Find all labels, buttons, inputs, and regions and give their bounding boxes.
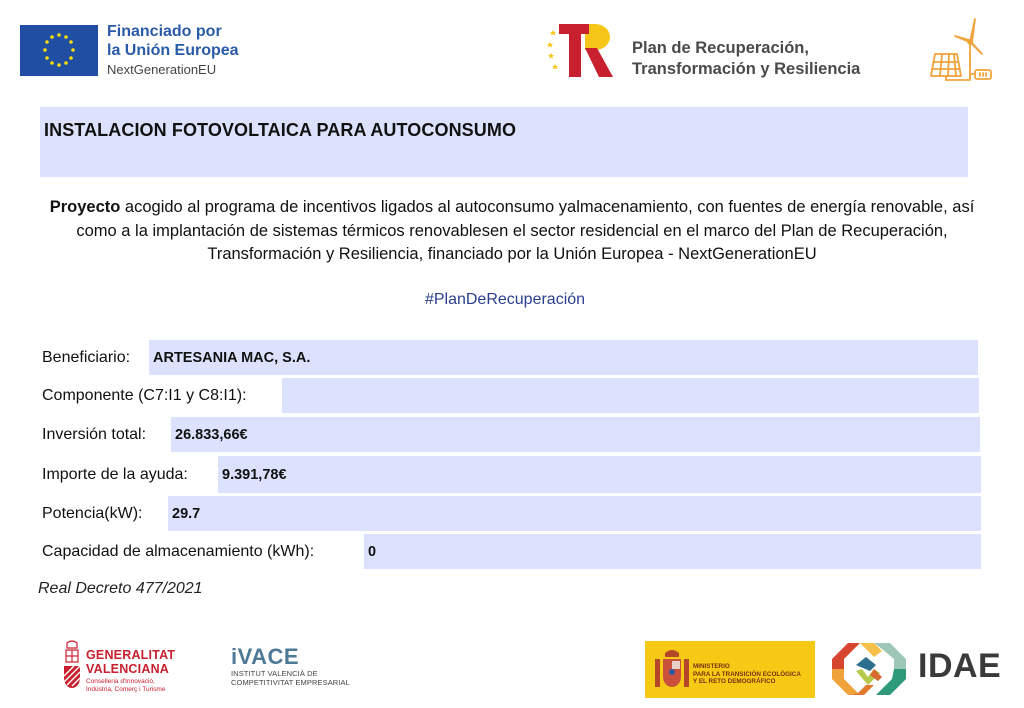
eu-line-2: la Unión Europea xyxy=(107,42,239,59)
eu-line-3: NextGenerationEU xyxy=(107,62,217,77)
ivace-logo xyxy=(231,645,350,687)
ivace-sub-2: COMPETITIVITAT EMPRESARIAL xyxy=(231,678,350,687)
eu-line-1: Financiado por xyxy=(107,23,222,40)
description-body: acogido al programa de incentivos ligados al autoconsumo yalmacenamiento, con fuentes de energía renovable, así como a la implantación de sistemas térmicos renovablesen el sector residencial en el marco del Plan de Recuperación, Transformación y Resiliencia, financiado por la Unión Europea - NextGenerationEU xyxy=(76,198,975,263)
idae-logo xyxy=(830,641,1002,702)
field-value: ARTESANIA MAC, S.A. xyxy=(153,350,311,366)
eu-funding-label xyxy=(107,22,239,80)
description-lead: Proyecto xyxy=(49,198,121,216)
field-value: 9.391,78€ xyxy=(222,467,287,483)
gv-line-1: GENERALITAT xyxy=(86,648,176,662)
field-potencia xyxy=(42,496,981,531)
decree-reference: Real Decreto 477/2021 xyxy=(38,580,203,597)
page-title: INSTALACION FOTOVOLTAICA PARA AUTOCONSUMO xyxy=(44,120,517,140)
generalitat-valenciana-label xyxy=(86,648,175,694)
idae-emblem-icon xyxy=(830,641,914,697)
field-value-box xyxy=(282,378,979,413)
ministerio-line-1: MINISTERIO xyxy=(693,663,730,670)
gv-line-2: VALENCIANA xyxy=(86,662,170,676)
plan-recuperacion-label xyxy=(632,38,860,80)
hashtag: #PlanDeRecuperación xyxy=(424,291,586,308)
field-label: Potencia(kW): xyxy=(42,505,143,522)
gv-sub-1: Conselleria d'Innovació, xyxy=(86,678,155,685)
plan-line-1: Plan de Recuperación, xyxy=(632,39,809,57)
eu-flag-icon xyxy=(20,25,98,76)
field-label: Importe de la ayuda: xyxy=(42,466,188,483)
field-label: Componente (C7:I1 y C8:I1): xyxy=(42,387,247,404)
project-description xyxy=(40,196,984,267)
ministerio-line-3: Y EL RETO DEMOGRÁFICO xyxy=(693,678,776,685)
ministerio-logo xyxy=(645,641,815,698)
plan-line-2: Transformación y Resiliencia xyxy=(632,60,861,78)
field-value-box xyxy=(364,534,981,569)
ministerio-line-2: PARA LA TRANSICIÓN ECOLÓGICA xyxy=(693,670,801,678)
field-label: Capacidad de almacenamiento (kWh): xyxy=(42,543,315,560)
generalitat-coat-of-arms-icon xyxy=(62,640,82,699)
spain-coat-of-arms-icon xyxy=(653,649,691,696)
field-capacidad-almacenamiento xyxy=(42,534,981,569)
field-beneficiario xyxy=(42,340,978,375)
tr-logo-icon xyxy=(545,22,615,78)
field-value: 0 xyxy=(368,544,377,560)
ivace-sub-1: INSTITUT VALENCIÀ DE xyxy=(231,669,318,678)
field-value-box xyxy=(149,340,978,375)
ministerio-label xyxy=(693,663,801,686)
title-box xyxy=(40,107,968,177)
gv-sub-2: Indústria, Comerç i Turisme xyxy=(86,686,166,693)
field-componente xyxy=(42,378,979,413)
field-label: Inversión total: xyxy=(42,426,147,443)
field-inversion-total xyxy=(42,417,980,452)
field-value: 26.833,66€ xyxy=(175,427,248,443)
field-value: 29.7 xyxy=(172,506,201,522)
idae-wordmark: IDAE xyxy=(918,647,1002,685)
renewable-energy-icon xyxy=(925,14,995,84)
ivace-wordmark: iVACE xyxy=(231,644,300,669)
field-label: Beneficiario: xyxy=(42,349,131,366)
field-value-box xyxy=(218,456,981,493)
field-importe-ayuda xyxy=(42,456,981,493)
field-value-box xyxy=(171,417,980,452)
field-value-box xyxy=(168,496,981,531)
